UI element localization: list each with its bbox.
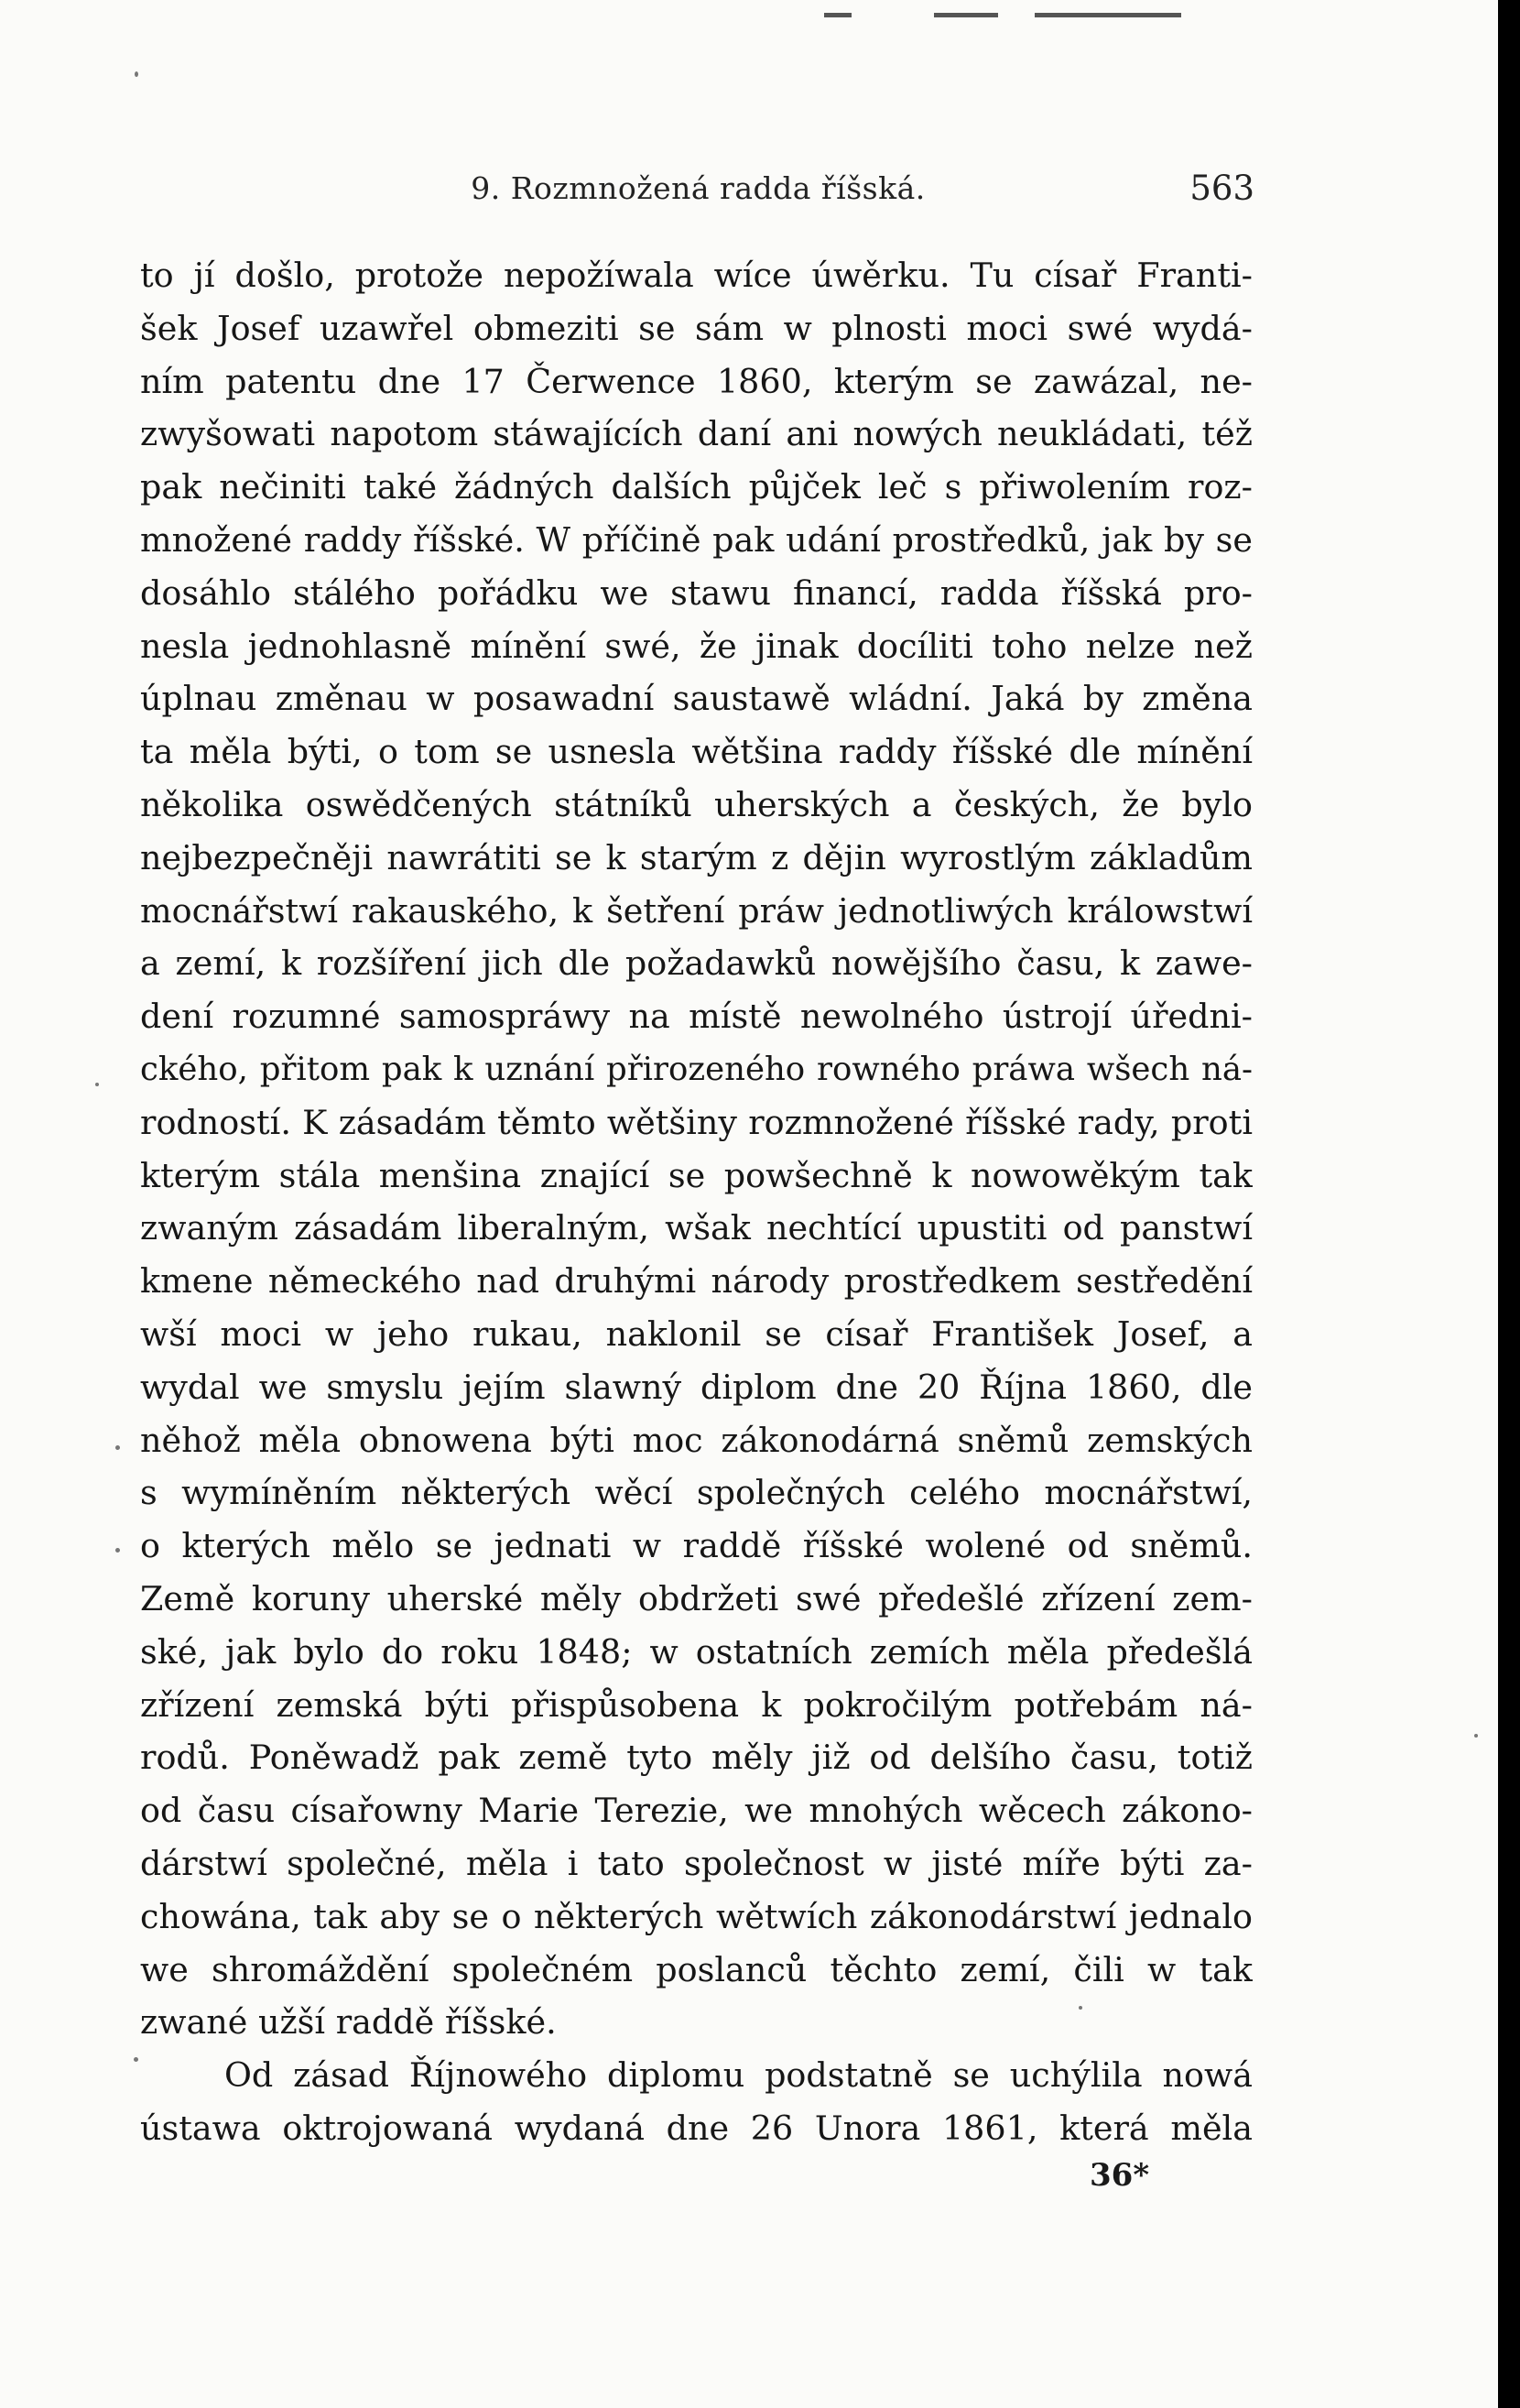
text-line: chowána, tak aby se o některých wětwích zákonodárstwí jednalo: [140, 1896, 1253, 1936]
scan-speck: [95, 1083, 99, 1086]
text-line: kterým stála menšina znající se powšechně k nowowěkým tak: [140, 1155, 1253, 1195]
text-line: několika oswědčených státníků uherských a českých, že bylo: [140, 784, 1253, 824]
text-line: ckého, přitom pak k uznání přirozeného rowného práwa wšech ná-: [140, 1050, 1253, 1088]
text-line: wší moci w jeho rukau, naklonil se císař František Josef, a: [140, 1313, 1253, 1354]
text-line: ta měla býti, o tom se usnesla wětšina raddy říšské dle mínění: [140, 732, 1253, 772]
text-line: rodů. Poněwadž pak země tyto měly již od delšího času, totiž: [140, 1738, 1253, 1778]
scan-speck: [134, 2057, 138, 2062]
scan-speck: [115, 1445, 120, 1450]
page-header: [142, 161, 1254, 216]
text-line: zwyšowati napotom stáwajících daní ani nowých neukládati, též: [140, 414, 1253, 454]
text-line: dárstwí společné, měla i tato společnost w jisté míře býti za-: [140, 1843, 1253, 1883]
scan-speck: [1474, 1734, 1478, 1738]
text-line: ním patentu dne 17 Čerwence 1860, kterým se zawázal, ne-: [140, 361, 1253, 401]
text-line: s wymíněním některých wěcí společných celého mocnářstwí,: [140, 1473, 1253, 1513]
text-line: Země koruny uherské měly obdržeti swé předešlé zřízení zem-: [140, 1578, 1253, 1618]
text-line: nesla jednohlasně mínění swé, že jinak docíliti toho nelze než: [140, 626, 1253, 666]
page-number: 563: [1189, 169, 1254, 208]
text-line: a zemí, k rozšíření jich dle požadawků nowějšího času, k zawe-: [140, 943, 1253, 984]
text-line: wydal we smyslu jejím slawný diplom dne 20 Října 1860, dle: [140, 1367, 1253, 1407]
scan-speck: [1079, 2006, 1082, 2010]
text-line: ústawa oktrojowaná wydaná dne 26 Unora 1861, která měla: [140, 2108, 1253, 2148]
text-line: něhož měla obnowena býti moc zákonodárná sněmů zemských: [140, 1420, 1253, 1460]
text-line: množené raddy říšské. W příčině pak udání prostředků, jak by se: [140, 519, 1253, 560]
text-line: šek Josef uzawřel obmeziti se sám w plnosti moci swé wydá-: [140, 308, 1253, 348]
text-line: nejbezpečněji nawrátiti se k starým z dějin wyrostlým základům: [140, 837, 1253, 877]
text-line: úplnau změnau w posawadní saustawě wládní. Jaká by změna: [140, 679, 1253, 719]
text-line: rodností. K zásadám těmto wětšiny rozmnožené říšské rady, proti: [140, 1102, 1253, 1142]
scan-speck: [135, 71, 138, 77]
text-line: o kterých mělo se jednati w raddě říšské wolené od sněmů.: [140, 1526, 1253, 1566]
running-title: 9. Rozmnožená radda říšská.: [471, 170, 926, 206]
text-line: mocnářstwí rakauského, k šetření práw jednotliwých králowstwí: [140, 890, 1253, 931]
text-line: pak nečiniti také žádných dalších půjček leč s přiwolením roz-: [140, 467, 1253, 507]
signature-mark: 36*: [1090, 2157, 1150, 2194]
scan-speck: [115, 1548, 120, 1553]
text-line: dosáhlo stálého pořádku we stawu financí, radda říšská pro-: [140, 572, 1253, 613]
text-line: we shromáždění společném poslanců těchto zemí, čili w tak: [140, 1949, 1253, 1989]
scan-artifact: [824, 0, 1300, 24]
text-line: ské, jak bylo do roku 1848; w ostatních zemích měla předešlá: [140, 1631, 1253, 1672]
scan-border: [1498, 0, 1520, 2408]
text-line: dení rozumné samospráwy na místě newolného ústrojí úředni-: [140, 997, 1253, 1037]
body-text: [140, 249, 1253, 2155]
text-line: to jí došlo, protože nepožíwala wíce úwěrku. Tu císař Franti-: [140, 256, 1253, 295]
paragraph-start-line: Od zásad Říjnowého diplomu podstatně se uchýlila nowá: [224, 2055, 1253, 2096]
paragraph-end-line: zwané užší raddě říšské.: [140, 2002, 557, 2043]
text-line: zřízení zemská býti přispůsobena k pokročilým potřebám ná-: [140, 1684, 1253, 1725]
text-line: zwaným zásadám liberalným, wšak nechtící upustiti od panstwí: [140, 1208, 1253, 1248]
text-line: kmene německého nad druhými národy prostředkem sestředění: [140, 1261, 1253, 1302]
text-line: od času císařowny Marie Terezie, we mnohých wěcech zákono-: [140, 1791, 1253, 1831]
